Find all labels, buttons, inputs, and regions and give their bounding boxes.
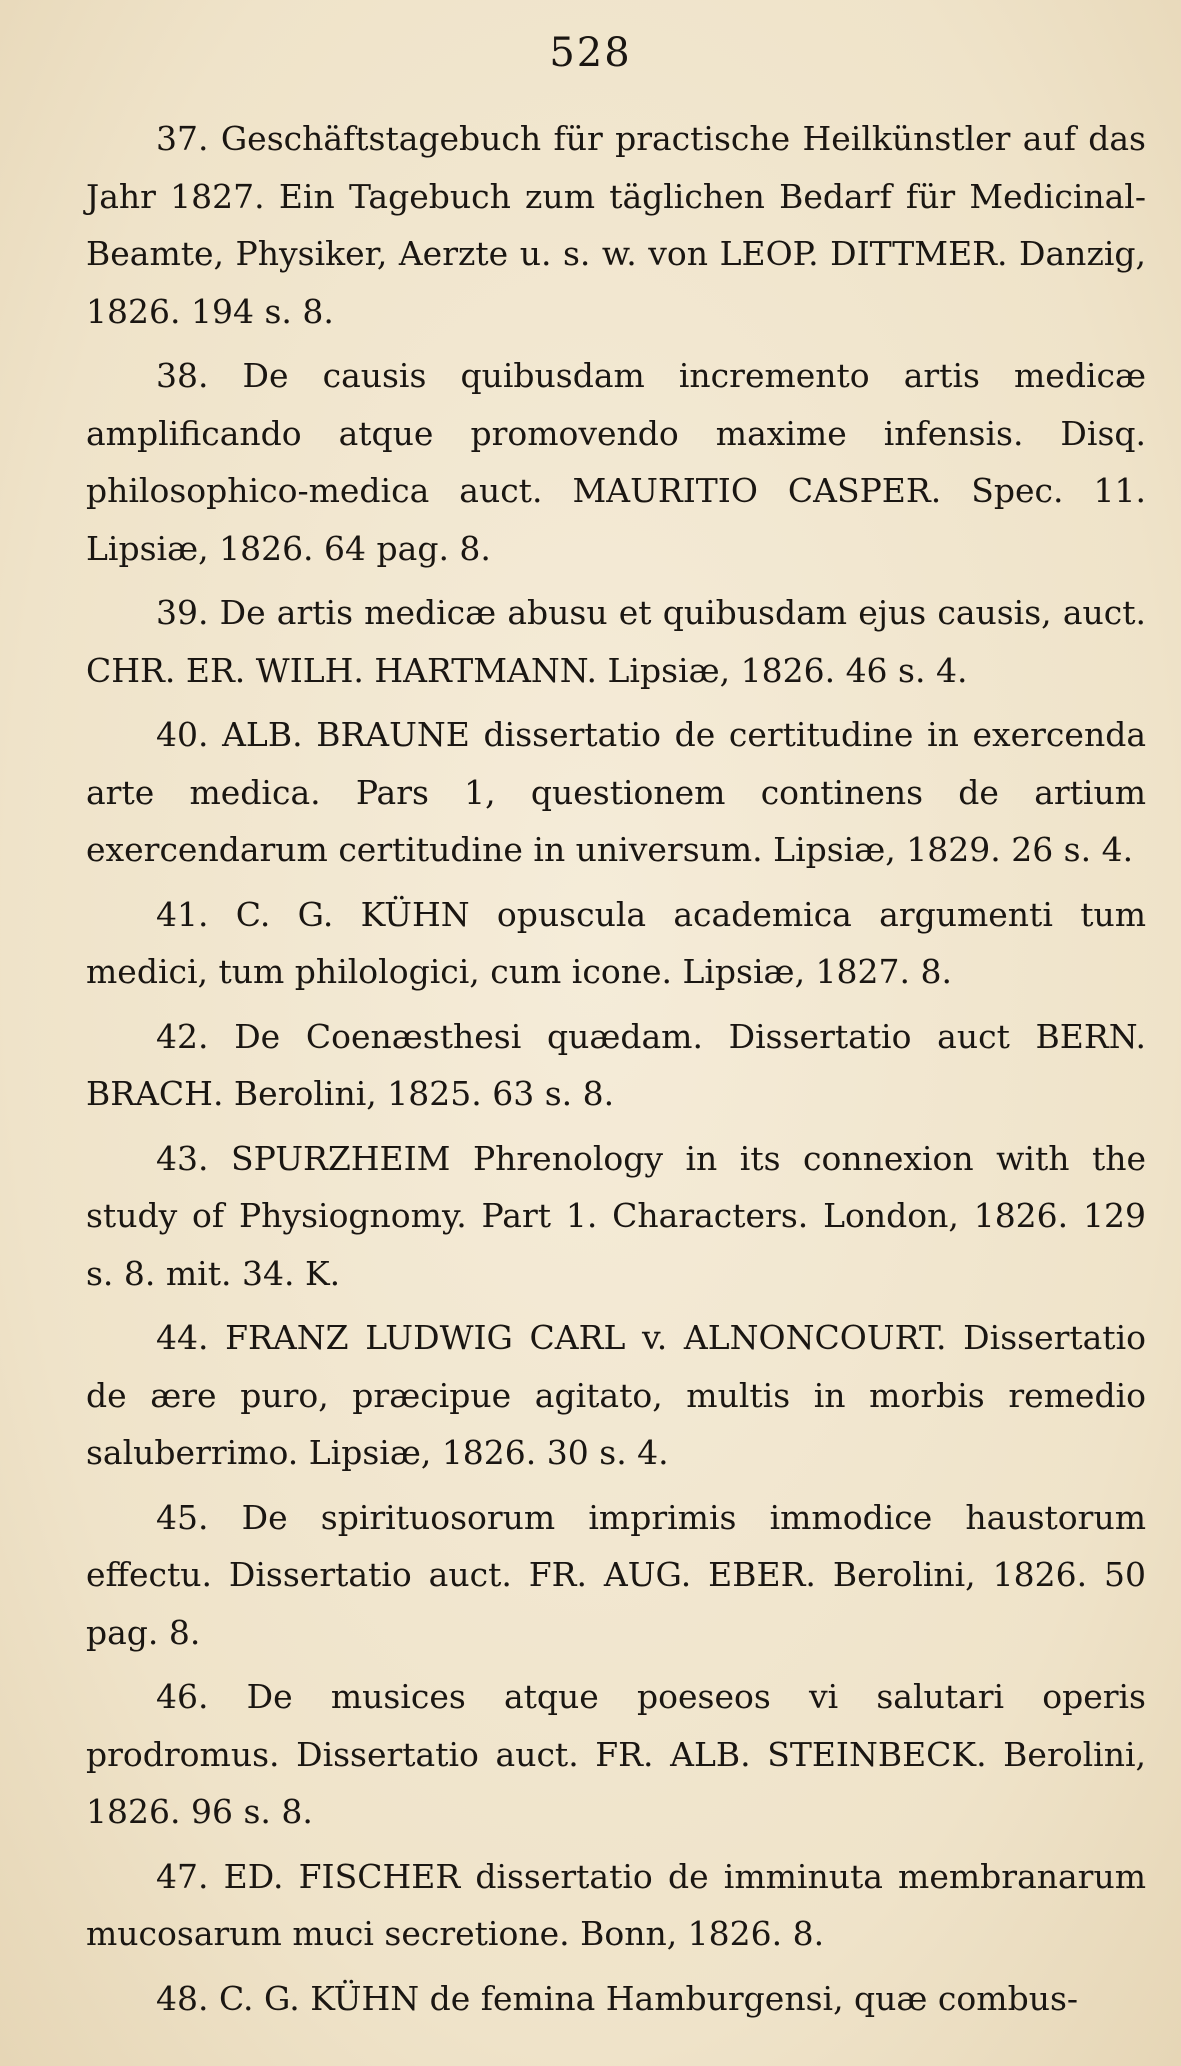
bibliography-entry-42: 42. De Coenæsthesi quædam. Dissertatio auct BERN. BRACH. Berolini, 1825. 63 s. 8. <box>86 1016 1146 1113</box>
bibliography-entry-44: 44. FRANZ LUDWIG CARL v. ALNONCOURT. Dissertatio de ære puro, præcipue agitato, multis in morbis remedio saluberrimo. Lipsiæ, 1826. 30 s. 4. <box>86 1318 1146 1472</box>
bibliography-entry-38: 38. De causis quibusdam incremento artis medicæ amplificando atque promovendo maxime infensis. Disq. philosophico-medica auct. MAURITIO CASPER. Spec. 11. Lipsiæ, 1826. 64 pag. 8. <box>86 356 1146 568</box>
bibliography-entry-41: 41. C. G. KÜHN opuscula academica argumenti tum medici, tum philologici, cum icone. Lipsiæ, 1827. 8. <box>86 894 1146 991</box>
bibliography-entry-43: 43. SPURZHEIM Phrenology in its connexion with the study of Physiognomy. Part 1. Characters. London, 1826. 129 s. 8. mit. 34. K. <box>86 1138 1146 1293</box>
bibliography-entry-48: 48. C. G. KÜHN de femina Hamburgensi, quæ combus- <box>156 1978 1079 2018</box>
bibliography-list <box>86 110 1146 2027</box>
page-number: 528 <box>549 30 632 76</box>
bibliography-entry-37: 37. Geschäftstagebuch für practische Heilkünstler auf das Jahr 1827. Ein Tagebuch zum täglichen Bedarf für Medicinal-Beamte, Physiker, Aerzte u. s. w. von LEOP. DITTMER. Danzig, 1826. 194 s. 8. <box>86 119 1146 331</box>
bibliography-entry-47: 47. ED. FISCHER dissertatio de imminuta membranarum mucosarum muci secretione. Bonn, 1826. 8. <box>86 1856 1146 1953</box>
bibliography-entry-45: 45. De spirituosorum imprimis immodice haustorum effectu. Dissertatio auct. FR. AUG. EBER. Berolini, 1826. 50 pag. 8. <box>86 1497 1146 1652</box>
bibliography-entry-40: 40. ALB. BRAUNE dissertatio de certitudine in exercenda arte medica. Pars 1, questionem continens de artium exercendarum certitudine in universum. Lipsiæ, 1829. 26 s. 4. <box>86 715 1146 869</box>
bibliography-entry-39: 39. De artis medicæ abusu et quibusdam ejus causis, auct. CHR. ER. WILH. HARTMANN. Lipsiæ, 1826. 46 s. 4. <box>86 593 1146 690</box>
bibliography-entry-46: 46. De musices atque poeseos vi salutari operis prodromus. Dissertatio auct. FR. ALB. STEINBECK. Berolini, 1826. 96 s. 8. <box>86 1677 1146 1831</box>
